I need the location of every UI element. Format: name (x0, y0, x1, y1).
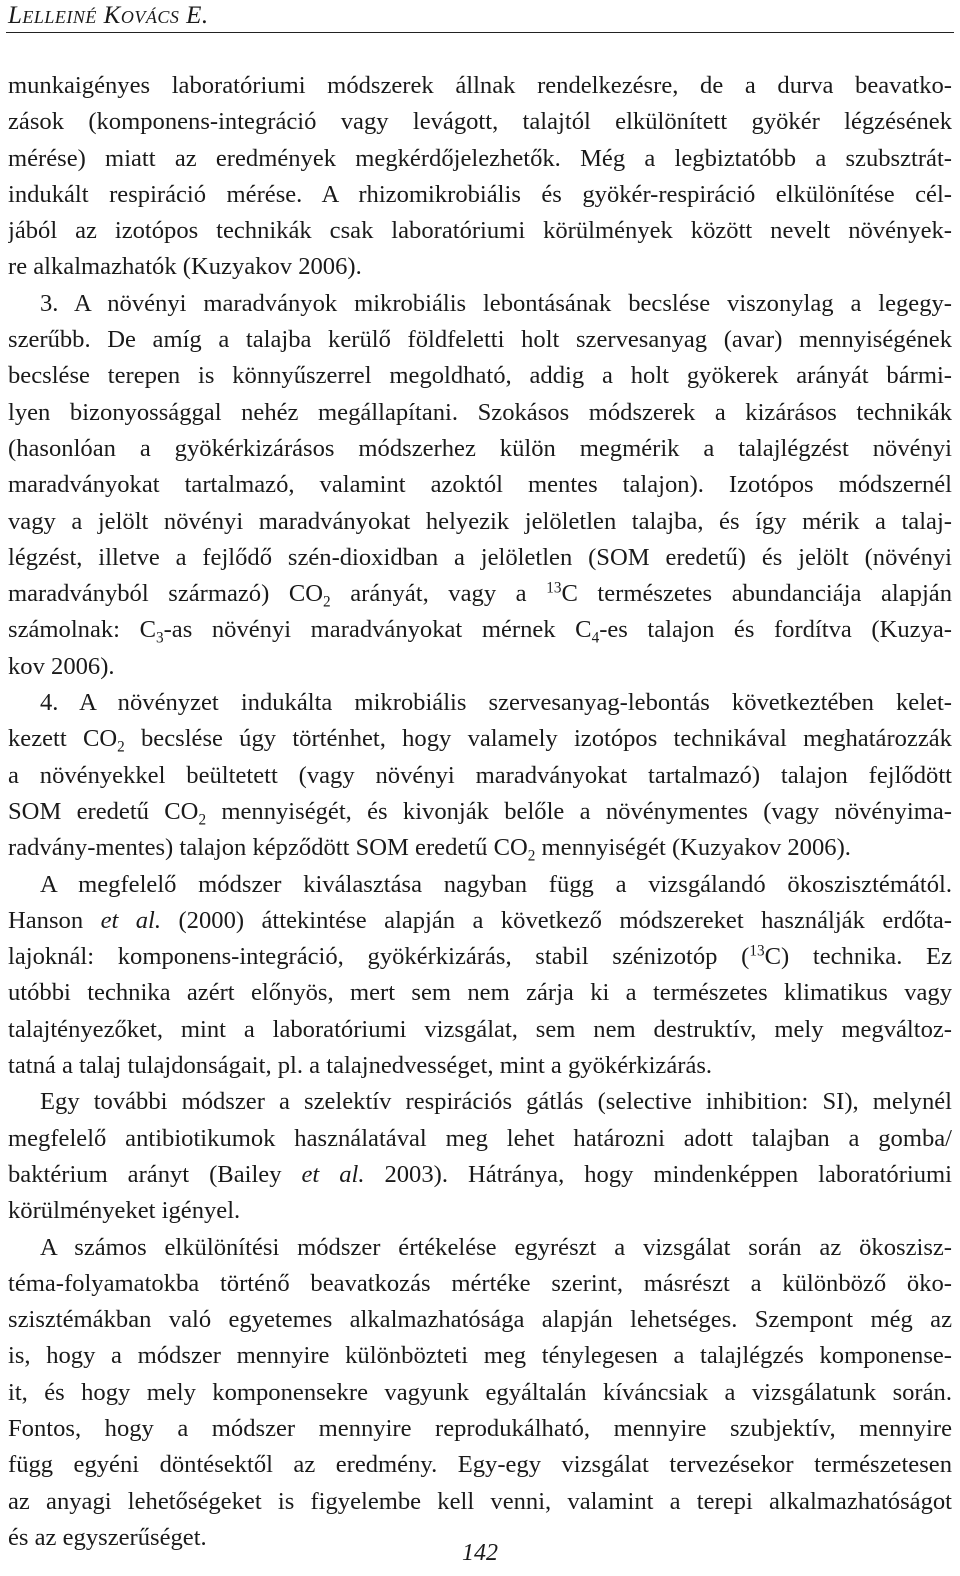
page-number: 142 (462, 1540, 498, 1566)
text-line: tatná a talaj tulajdonságait, pl. a talajnedvességet, mint a gyökérkizárás. (8, 1052, 713, 1080)
header-rule (6, 32, 954, 33)
text-line: it, és hogy mely komponensekre vagyunk egyáltalán kíváncsiak a vizsgálatunk során. (8, 1378, 952, 1406)
text-line: Hanson et al. (2000) áttekintése alapján a következő módszereket használják erdőta- (8, 906, 952, 934)
text-line: vagy a jelölt növényi maradványokat helyezik jelöletlen talajba, és így mérik a talaj- (8, 507, 952, 535)
text-line: légzést, illetve a fejlődő szén-dioxidban a jelöletlen (SOM eredetű) és jelölt (növényi (8, 543, 952, 571)
text-line: talajtényezőket, mint a laboratóriumi vizsgálat, sem nem destruktív, mely megváltoz- (8, 1015, 952, 1043)
text-line: körülményeket igényel. (8, 1197, 241, 1225)
text-line: megfelelő antibiotikumok használatával meg lehet határozni adott talajban a gomba/ (8, 1124, 952, 1152)
text-line: SOM eredetű $CO_2$ mennyiségét, és kivonják belőle a növénymentes (vagy növényima- (8, 797, 952, 829)
text-line: (hasonlóan a gyökérkizárásos módszerhez külön megmérik a talajlégzést növényi (8, 434, 952, 462)
text-line: becslése terepen is könnyűszerrel megoldható, addig a holt gyökerek arányát bármi- (8, 362, 952, 390)
text-line: számolnak: $C_3-as$ növényi maradványokat mérnek $C_4-es$ talajon és fordítva (Kuzya- (8, 616, 952, 647)
text-line: jából az izotópos technikák csak laboratóriumi körülmények között nevelt növények- (8, 217, 952, 245)
text-line: függ egyéni döntésektől az eredmény. Egy-egy vizsgálat tervezésekor természetesen (8, 1451, 952, 1479)
text-line: lajoknál: komponens-integráció, gyökérkizárás, stabil szénizotóp ($^{13}$C) technika. Ez (8, 942, 952, 971)
text-line: Fontos, hogy a módszer mennyire reprodukálható, mennyire szubjektív, mennyire (8, 1414, 952, 1442)
text-line: 3. A növényi maradványok mikrobiális lebontásának becslése viszonylag a legegy- (40, 289, 952, 317)
text-line: téma-folyamatokba történő beavatkozás mértéke szerint, másrészt a különböző öko- (8, 1269, 952, 1297)
text-line: utóbbi technika azért előnyös, mert sem nem zárja ki a természetes klimatikus vagy (8, 979, 952, 1007)
text-line: maradványból származó) $CO_2$ arányát, vagy a $^{13}$C természetes abundanciája alapján (8, 579, 952, 611)
text-line: mérése) miatt az eredmények megkérdőjelezhetők. Még a legbiztatóbb a szubsztrát- (8, 144, 952, 172)
text-line: szisztémákban való egyetemes alkalmazhatósága alapján lehetséges. Szempont még az (8, 1306, 952, 1334)
text-line: radvány-mentes) talajon képződött SOM eredetű $CO_2$ mennyiségét (Kuzyakov 2006). (8, 834, 851, 865)
running-head: Lelleiné Kovács E. (8, 2, 209, 29)
text-line: 4. A növényzet indukálta mikrobiális szervesanyag-lebontás következtében kelet- (40, 689, 952, 717)
text-line: re alkalmazhatók (Kuzyakov 2006). (8, 253, 362, 281)
text-line: a növényekkel beültetett (vagy növényi maradványokat tartalmazó) talajon fejlődött (8, 761, 952, 789)
text-line: is, hogy a módszer mennyire különbözteti meg ténylegesen a talajlégzés komponense- (8, 1342, 952, 1370)
text-line: szerűbb. De amíg a talajba kerülő földfeletti holt szervesanyag (avar) mennyiségének (8, 326, 952, 354)
text-line: munkaigényes laboratóriumi módszerek állnak rendelkezésre, de a durva beavatko- (8, 72, 952, 99)
text-line: kezett $CO_2$ becslése úgy történhet, hogy valamely izotópos technikával meghatározzák (8, 725, 952, 756)
text-line: indukált respiráció mérése. A rhizomikrobiális és gyökér-respiráció elkülönítése cél- (8, 180, 952, 208)
text-line: maradványokat tartalmazó, valamint azoktól mentes talajon). Izotópos módszernél (8, 471, 952, 499)
text-line: zások (komponens-integráció vagy levágott, talajtól elkülönített gyökér légzésének (8, 108, 952, 136)
text-line: kov 2006). (8, 652, 115, 680)
text-line: lyen bizonyossággal nehéz megállapítani. Szokásos módszerek a kizárásos technikák (8, 398, 952, 426)
body-text (8, 68, 952, 1556)
text-line: A megfelelő módszer kiválasztása nagyban függ a vizsgálandó ökoszisztémától. (40, 870, 952, 898)
text-line: és az egyszerűséget. (8, 1523, 207, 1551)
text-line: Egy további módszer a szelektív respirációs gátlás (selective inhibition: SI), melynél (40, 1088, 952, 1116)
text-line: az anyagi lehetőségeket is figyelembe kell venni, valamint a terepi alkalmazhatóságot (8, 1487, 952, 1515)
text-line: baktérium arányt (Bailey et al. 2003). Hátránya, hogy mindenképpen laboratóriumi (8, 1160, 952, 1188)
text-line: A számos elkülönítési módszer értékelése egyrészt a vizsgálat során az ökoszisz- (40, 1233, 952, 1261)
